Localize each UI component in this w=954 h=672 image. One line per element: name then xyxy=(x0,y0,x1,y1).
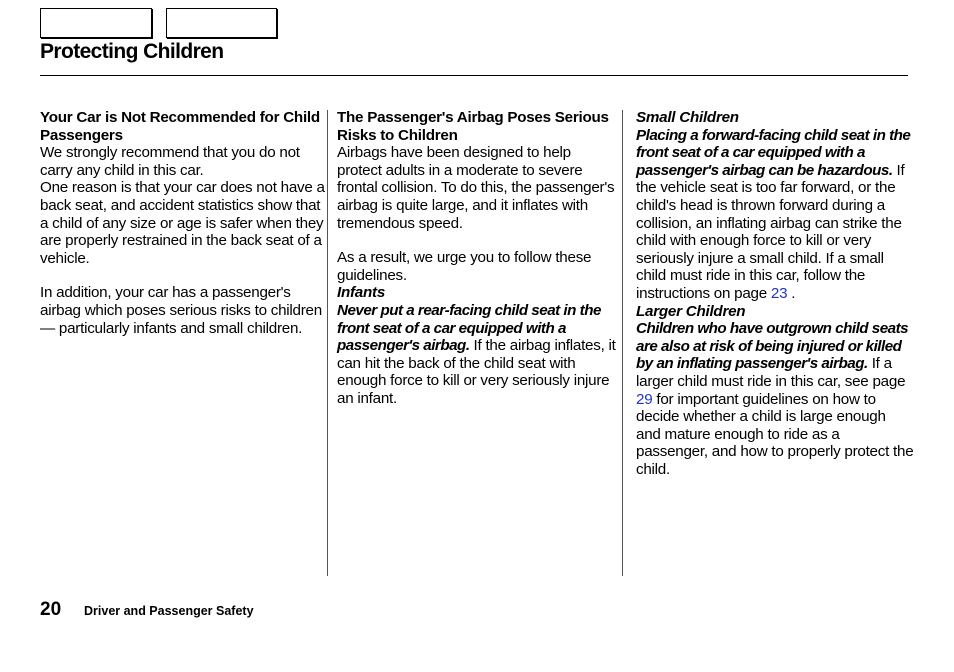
body-paragraph: In addition, your car has a passenger's airbag which poses serious risks to children — particularly infants and small children. xyxy=(40,284,322,337)
page-title: Protecting Children xyxy=(40,40,224,63)
body-paragraph: Airbags have been designed to help protect adults in a moderate to severe frontal collision. To do this, the passenger's airbag is quite large, and it inflates with tremendous speed. xyxy=(337,144,615,232)
body-paragraph: As a result, we urge you to follow these guidelines. xyxy=(337,249,592,284)
header-divider xyxy=(40,75,908,76)
nav-button-next[interactable] xyxy=(166,8,277,38)
section-heading: Your Car is Not Recommended for Child Passengers xyxy=(40,109,320,144)
body-text: for important guidelines on how to decide whether a child is large enough and mature enough to ride as a passenger, and how to properly protect the child. xyxy=(636,390,914,478)
column-middle xyxy=(337,109,617,408)
warning-paragraph xyxy=(337,302,617,408)
warning-text: Never put a rear-facing child seat in the front seat of a car equipped with a passenger's airbag. xyxy=(337,301,601,355)
subheading-infants: Infants xyxy=(337,284,386,302)
body-paragraph: One reason is that your car does not have a back seat, and accident statistics show that a child of any size or age is safer when they are properly restrained in the back seat of a vehicle. xyxy=(40,179,325,267)
warning-paragraph xyxy=(636,320,914,478)
body-text: If the airbag inflates, it can hit the back of the child seat with enough force to kill or very seriously injure an infant. xyxy=(337,337,616,407)
column-left xyxy=(40,109,325,337)
page-number: 20 xyxy=(40,599,62,620)
section-heading: The Passenger's Airbag Poses Serious Risks to Children xyxy=(337,109,609,144)
body-text: If the vehicle seat is too far forward, or the child's head is thrown forward during a collision, an inflating airbag can strike the child with enough force to kill or very seriously injure a small child. If a small child must ride in this car, follow the instructions on page xyxy=(636,161,905,302)
column-divider xyxy=(327,110,328,576)
body-paragraph: We strongly recommend that you do not carry any child in this car. xyxy=(40,144,300,179)
warning-text: Placing a forward-facing child seat in the front seat of a car equipped with a passenger's airbag can be hazardous. xyxy=(636,126,911,179)
page-link-29[interactable]: 29 xyxy=(636,390,653,408)
footer-section-title: Driver and Passenger Safety xyxy=(84,604,254,618)
page-link-23[interactable]: 23 xyxy=(770,284,788,302)
column-divider xyxy=(622,110,623,576)
body-text: . xyxy=(787,284,796,302)
subheading-small-children: Small Children xyxy=(636,109,739,126)
warning-paragraph xyxy=(636,127,914,303)
nav-button-previous[interactable] xyxy=(40,8,152,38)
subheading-larger-children: Larger Children xyxy=(636,302,746,320)
column-right xyxy=(636,109,914,478)
warning-text: Children who have outgrown child seats are also at risk of being injured or killed by an inflating passenger's airbag. xyxy=(636,320,909,373)
body-text: If a larger child must ride in this car, see page xyxy=(636,355,906,390)
